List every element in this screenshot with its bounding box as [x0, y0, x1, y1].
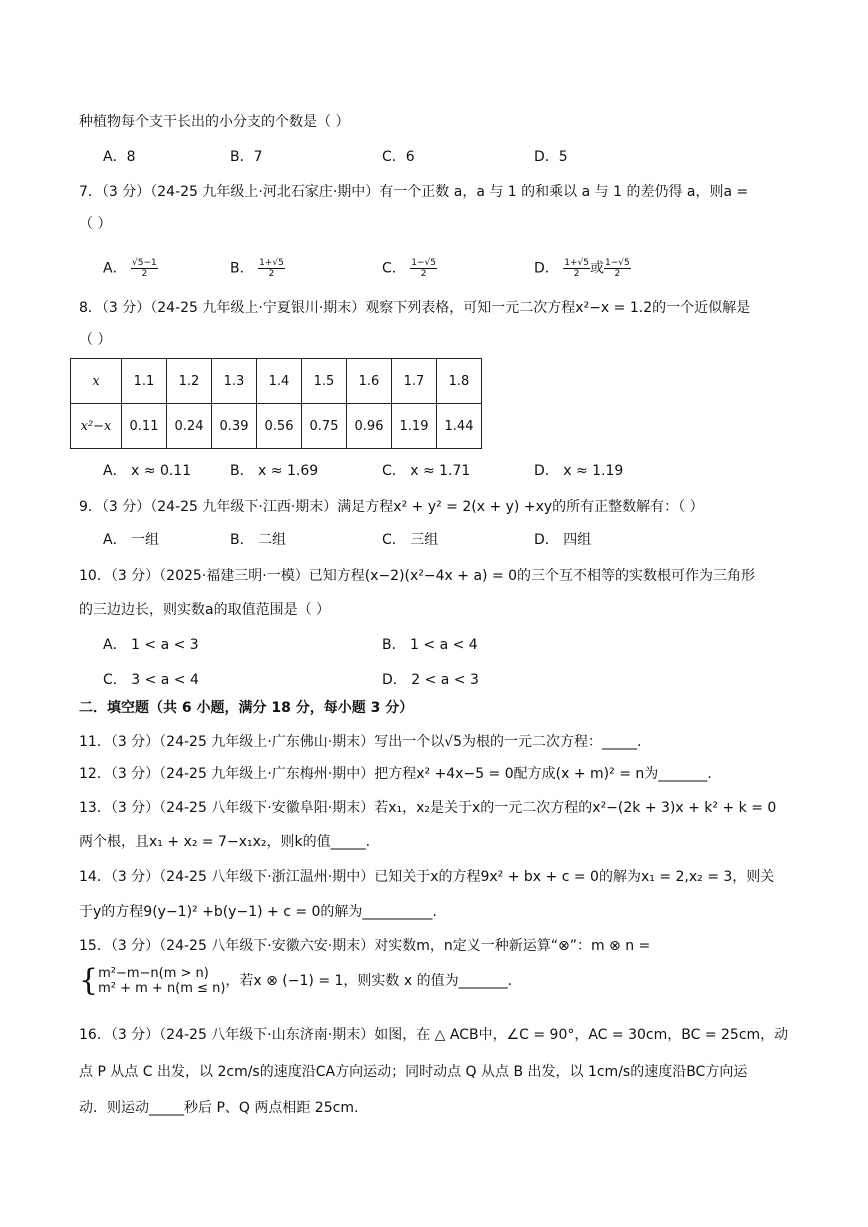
q7-paren: （ ） [79, 216, 112, 232]
numerator: √5−1 [132, 258, 157, 268]
q6-option-b: B．7 [230, 149, 263, 165]
table-cell: 0.11 [122, 404, 167, 449]
table-cell: 1.44 [437, 404, 482, 449]
denominator: 2 [573, 269, 580, 279]
q6-stem: 种植物每个支干长出的小分支的个数是（ ） [79, 114, 350, 130]
table-header-cell: x [71, 359, 122, 404]
option-label: A． [103, 260, 127, 277]
q16-stem-cont-2: 动．则运动_____秒后 P、Q 两点相距 25cm. [79, 1100, 359, 1116]
numerator: 1−√5 [604, 258, 630, 268]
option-label: B． [230, 260, 254, 277]
table-cell: 0.75 [302, 404, 347, 449]
q6-option-d: D．5 [534, 149, 568, 165]
q8-option-a: A． x ≈ 0.11 [103, 463, 192, 479]
q9-option-b: B． 二组 [230, 532, 287, 548]
q10-option-c: C． 3 < a < 4 [103, 672, 199, 688]
fraction [410, 258, 437, 279]
table-cell: 0.56 [257, 404, 302, 449]
q16-stem-cont: 点 P 从点 C 出发，以 2cm/s的速度沿CA方向运动；同时动点 Q 从点 B 出发，以 1cm/s的速度沿BC方向运 [79, 1064, 748, 1080]
q8-option-b: B． x ≈ 1.69 [230, 463, 319, 479]
q14-stem-cont: 于y的方程9(y−1)² +b(y−1) + c = 0的解为__________. [79, 904, 437, 920]
q7-option-b [230, 258, 285, 279]
option-label: D． [534, 260, 559, 277]
table-cell: 1.19 [392, 404, 437, 449]
table-cell: 1.3 [212, 359, 257, 404]
option-label: C． [382, 260, 406, 277]
q9-option-c: C． 三组 [382, 532, 439, 548]
q8-stem: 8．（3 分）（24-25 九年级上·宁夏银川·期末）观察下列表格，可知一元二次方程x²−x = 1.2的一个近似解是 [79, 300, 751, 316]
table-row [71, 404, 482, 449]
denominator: 2 [268, 269, 275, 279]
q8-table [70, 358, 482, 449]
table-cell: 1.7 [392, 359, 437, 404]
q14-stem: 14．（3 分）（24-25 八年级下·浙江温州·期中）已知关于x的方程9x² + bx + c = 0的解为x₁ = 2,x₂ = 3，则关 [79, 869, 775, 885]
table-cell: 0.96 [347, 404, 392, 449]
fraction [563, 258, 590, 279]
q10-option-a: A． 1 < a < 3 [103, 637, 199, 653]
q10-stem: 10．（3 分）（2025·福建三明·一模）已知方程(x−2)(x²−4x + a) = 0的三个互不相等的实数根可作为三角形 [79, 568, 756, 584]
q12-stem: 12．（3 分）（24-25 九年级上·广东梅州·期中）把方程x² +4x−5 = 0配方成(x + m)² = n为_______. [79, 766, 712, 782]
or-text: 或 [589, 260, 604, 277]
denominator: 2 [420, 269, 427, 279]
q6-option-c: C．6 [382, 149, 415, 165]
fraction [258, 258, 285, 279]
section-title: 二．填空题（共 6 小题，满分 18 分，每小题 3 分） [79, 700, 414, 716]
q9-option-a: A． 一组 [103, 532, 160, 548]
numerator: 1+√5 [564, 258, 589, 268]
q8-paren: （ ） [79, 332, 112, 348]
piecewise-cases [98, 966, 225, 996]
q16-stem: 16．（3 分）（24-25 八年级下·山东济南·期末）如图，在 △ ACB中，∠C = 90°，AC = 30cm，BC = 25cm，动 [79, 1027, 789, 1043]
q7-option-a [103, 258, 158, 279]
numerator: 1−√5 [411, 258, 436, 268]
case-1: m²−m−n(m > n) [98, 966, 209, 981]
table-cell: 1.4 [257, 359, 302, 404]
q10-stem-cont: 的三边边长，则实数a的取值范围是（ ） [79, 602, 331, 618]
q15-stem: 15．（3 分）（24-25 八年级下·安徽六安·期末）对实数m，n定义一种新运算“⊗”：m ⊗ n = [79, 938, 651, 954]
q8-option-c: C． x ≈ 1.71 [382, 463, 471, 479]
numerator: 1+√5 [259, 258, 284, 268]
table-header-cell: x²−x [71, 404, 122, 449]
table-cell: 1.1 [122, 359, 167, 404]
table-cell: 1.6 [347, 359, 392, 404]
fraction [131, 258, 158, 279]
table-cell: 1.5 [302, 359, 347, 404]
q15-tail: ，若x ⊗ (−1) = 1，则实数 x 的值为_______. [225, 973, 513, 989]
q7-option-d [534, 258, 631, 279]
q15-piecewise [79, 963, 513, 998]
table-cell: 1.2 [167, 359, 212, 404]
q8-option-d: D． x ≈ 1.19 [534, 463, 624, 479]
q9-stem: 9．（3 分）（24-25 九年级下·江西·期末）满足方程x² + y² = 2(x + y) +xy的所有正整数解有：（ ） [79, 499, 704, 515]
brace-glyph: { [79, 963, 99, 998]
q13-stem: 13．（3 分）（24-25 八年级下·安徽阜阳·期末）若x₁，x₂是关于x的一元二次方程的x²−(2k + 3)x + k² + k = 0 [79, 800, 777, 816]
case-2: m² + m + n(m ≤ n) [98, 981, 226, 996]
table-row [71, 359, 482, 404]
table-cell: 0.24 [167, 404, 212, 449]
q10-option-d: D． 2 < a < 3 [382, 672, 479, 688]
q11-stem: 11．（3 分）（24-25 九年级上·广东佛山·期末）写出一个以√5为根的一元二次方程：_____. [79, 734, 642, 750]
fraction [604, 258, 631, 279]
q10-option-b: B． 1 < a < 4 [382, 637, 478, 653]
table-cell: 0.39 [212, 404, 257, 449]
q7-stem: 7．（3 分）（24-25 九年级上·河北石家庄·期中）有一个正数 a，a 与 1 的和乘以 a 与 1 的差仍得 a，则a = [79, 184, 749, 200]
q7-option-c [382, 258, 437, 279]
q9-option-d: D． 四组 [534, 532, 592, 548]
table-cell: 1.8 [437, 359, 482, 404]
denominator: 2 [141, 269, 148, 279]
q6-option-a: A．8 [103, 149, 136, 165]
denominator: 2 [614, 269, 621, 279]
q13-stem-cont: 两个根，且x₁ + x₂ = 7−x₁x₂，则k的值_____. [79, 834, 371, 850]
